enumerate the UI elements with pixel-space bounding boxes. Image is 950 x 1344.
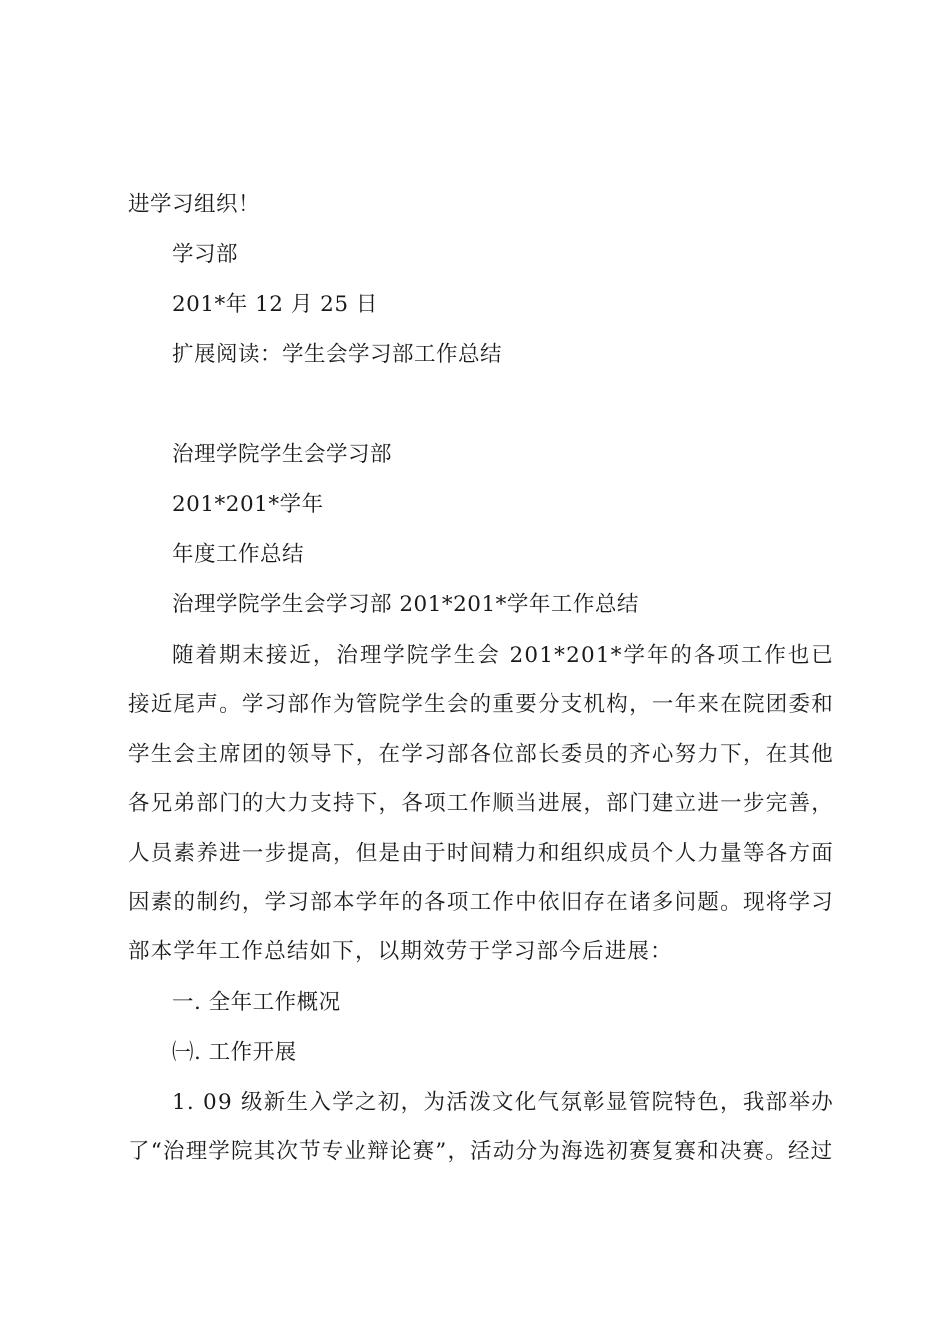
signature-department: 学习部	[172, 242, 239, 267]
signature-date: 201*年 12 月 25 日	[172, 292, 378, 317]
academic-year: 201*201*学年	[172, 492, 324, 517]
intro-paragraph: 随着期末接近，治理学院学生会 201*201*学年的各项工作也已接近尾声。学习部作为管院学生会的重要分支机构，一年来在院团委和学生会主席团的领导下，在学习部各位部长委员的齐心努力下，在其他各兄弟部门的大力支持下，各项工作顺当进展，部门建立进一步完善，人员素养进一步提高，但是由于时间精力和组织成员个人力量等各方面因素的制约，学习部本学年的各项工作中依旧存在诸多问题。现将学习部本学年工作总结如下，以期效劳于学习部今后进展：	[128, 643, 834, 965]
extended-reading-heading: 扩展阅读：学生会学习部工作总结	[172, 342, 503, 367]
text-line: 进学习组织！	[128, 192, 261, 217]
subsection-heading: ㈠. 工作开展	[172, 1040, 297, 1065]
body-paragraph: 1. 09 级新生入学之初，为活泼文化气氛彰显管院特色，我部举办了“治理学院其次节专业辩论赛”，活动分为海选初赛复赛和决赛。经过	[128, 1090, 834, 1165]
department-title: 治理学院学生会学习部	[172, 442, 393, 467]
report-title: 年度工作总结	[172, 542, 305, 567]
full-report-title: 治理学院学生会学习部 201*201*学年工作总结	[172, 592, 639, 617]
section-heading: 一. 全年工作概况	[172, 990, 341, 1015]
